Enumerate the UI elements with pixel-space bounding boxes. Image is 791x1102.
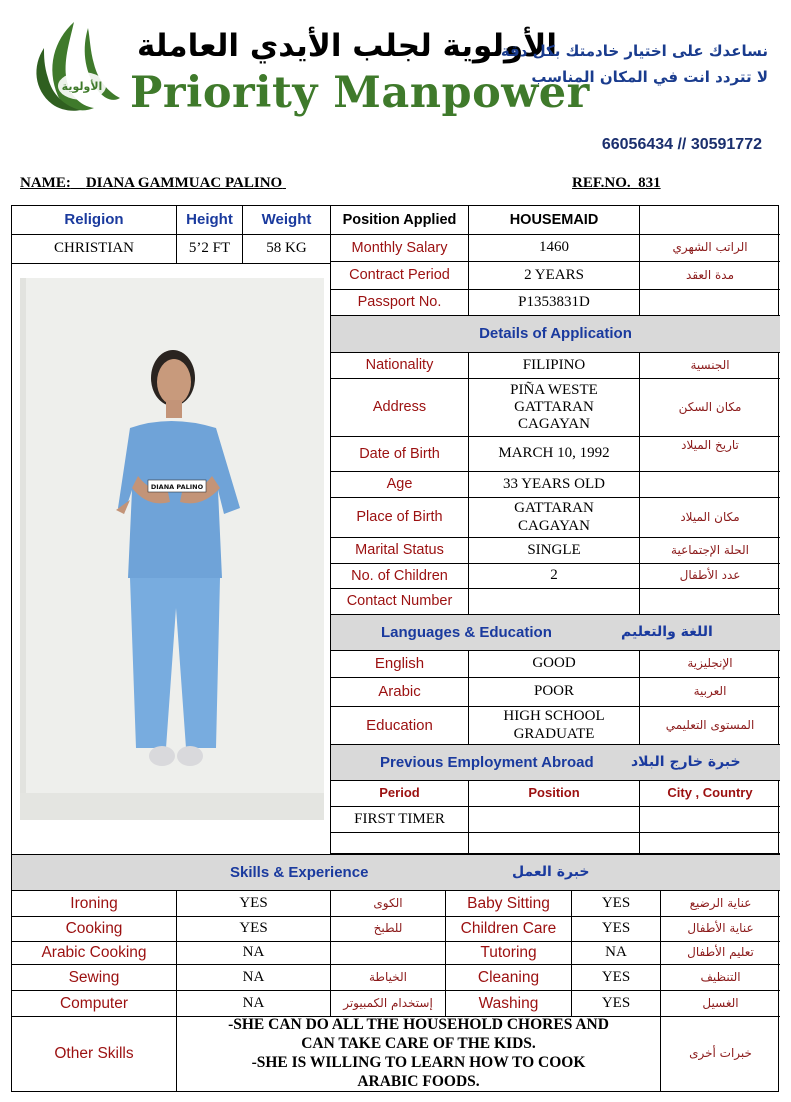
- languages-title-arabic: اللغة والتعليم: [621, 624, 713, 641]
- english-arabic: الإنجليزية: [640, 651, 780, 678]
- monthly-salary-arabic: الراتب الشهري: [640, 235, 780, 262]
- skill-arabic: التنظيف: [661, 965, 780, 991]
- passport-value: P1353831D: [469, 290, 640, 316]
- contract-period-label: Contract Period: [331, 262, 469, 290]
- pob-label: Place of Birth: [331, 498, 469, 538]
- dob-label: Date of Birth: [331, 437, 469, 472]
- skill-arabic: تعليم الأطفال: [661, 942, 780, 965]
- position-applied-arabic: [640, 206, 780, 235]
- details-section-header: Details of Application: [331, 316, 780, 353]
- skills-title: Skills & Experience: [230, 863, 369, 881]
- contact-value: [469, 589, 640, 615]
- company-name-arabic: الأولوية لجلب الأيدي العاملة: [136, 28, 558, 64]
- name-label: NAME:: [20, 175, 71, 191]
- country-column-header: City , Country: [640, 781, 780, 807]
- other-skills-line-2: CAN TAKE CARE OF THE KIDS.: [301, 1035, 536, 1053]
- contract-period-value: 2 YEARS: [469, 262, 640, 290]
- age-label: Age: [331, 472, 469, 498]
- other-skills-line-4: ARABIC FOODS.: [357, 1072, 480, 1090]
- address-line-1: PIÑA WESTE: [510, 381, 598, 398]
- contact-label: Contact Number: [331, 589, 469, 615]
- monthly-salary-label: Monthly Salary: [331, 235, 469, 262]
- skill-value: YES: [572, 991, 661, 1017]
- passport-arabic: [640, 290, 780, 316]
- skill-value: YES: [177, 917, 331, 942]
- period-column-header: Period: [331, 781, 469, 807]
- skill-label: Children Care: [446, 917, 572, 942]
- arabic-label: Arabic: [331, 678, 469, 707]
- skill-arabic: الخياطة: [331, 965, 446, 991]
- other-skills-line-3: -SHE IS WILLING TO LEARN HOW TO COOK: [251, 1054, 586, 1071]
- position-applied-label: Position Applied: [331, 206, 469, 235]
- age-value: 33 YEARS OLD: [469, 472, 640, 498]
- pob-arabic: مكان الميلاد: [640, 498, 780, 538]
- education-line-2: GRADUATE: [513, 725, 595, 742]
- skill-value: YES: [572, 891, 661, 917]
- children-value: 2: [469, 564, 640, 589]
- employment-section-header: [331, 745, 780, 781]
- marital-label: Marital Status: [331, 538, 469, 564]
- company-name-english: Priority Manpower: [130, 68, 590, 118]
- height-value: 5’2 FT: [177, 235, 243, 264]
- employment-title: Previous Employment Abroad: [380, 753, 594, 771]
- children-label: No. of Children: [331, 564, 469, 589]
- education-arabic: المستوى التعليمي: [640, 707, 780, 745]
- languages-title: Languages & Education: [381, 623, 552, 641]
- education-line-1: HIGH SCHOOL: [503, 708, 605, 725]
- pob-line-2: CAGAYAN: [518, 517, 590, 534]
- marital-arabic: الحلة الإجتماعية: [640, 538, 780, 564]
- nationality-value: FILIPINO: [469, 353, 640, 379]
- employment-title-arabic: خبرة خارج البلاد: [631, 754, 741, 771]
- marital-value: SINGLE: [469, 538, 640, 564]
- skill-arabic: الكوى: [331, 891, 446, 917]
- religion-value: CHRISTIAN: [12, 235, 177, 264]
- religion-header: Religion: [12, 206, 177, 235]
- pob-line-1: GATTARAN: [514, 500, 594, 517]
- other-skills-label: Other Skills: [12, 1017, 177, 1091]
- skill-arabic: [331, 942, 446, 965]
- skills-title-arabic: خبرة العمل: [512, 864, 590, 881]
- address-line-2: GATTARAN: [514, 398, 594, 415]
- dob-arabic: تاريخ الميلاد: [640, 437, 780, 472]
- candidate-name: DIANA GAMMUAC PALINO: [85, 175, 283, 191]
- skill-label: Sewing: [12, 965, 177, 991]
- education-label: Education: [331, 707, 469, 745]
- candidate-name-line: [20, 175, 286, 192]
- address-label: Address: [331, 379, 469, 437]
- reference-number-line: [572, 175, 661, 192]
- employment-row-1-country: [640, 807, 780, 833]
- skills-section-header: [12, 854, 780, 891]
- skill-label: Ironing: [12, 891, 177, 917]
- position-column-header: Position: [469, 781, 640, 807]
- skill-value: NA: [177, 991, 331, 1017]
- position-applied-value: HOUSEMAID: [469, 206, 640, 235]
- english-value: GOOD: [469, 651, 640, 678]
- employment-row-1-period: FIRST TIMER: [331, 807, 469, 833]
- arabic-arabic: العربية: [640, 678, 780, 707]
- employment-row-2-country: [640, 833, 780, 854]
- contact-arabic: [640, 589, 780, 615]
- skill-value: NA: [572, 942, 661, 965]
- other-skills-value: [177, 1017, 661, 1091]
- passport-label: Passport No.: [331, 290, 469, 316]
- children-arabic: عدد الأطفال: [640, 564, 780, 589]
- skill-label: Cooking: [12, 917, 177, 942]
- address-arabic: مكان السكن: [640, 379, 780, 437]
- skill-arabic: عناية الرضيع: [661, 891, 780, 917]
- skill-label: Tutoring: [446, 942, 572, 965]
- ref-label: REF.NO.: [572, 175, 631, 191]
- nationality-arabic: الجنسية: [640, 353, 780, 379]
- arabic-value: POOR: [469, 678, 640, 707]
- address-line-3: CAGAYAN: [518, 416, 590, 433]
- weight-header: Weight: [243, 206, 331, 235]
- employment-row-2-period: [331, 833, 469, 854]
- skill-label: Baby Sitting: [446, 891, 572, 917]
- other-skills-arabic: خبرات أخرى: [689, 1046, 752, 1061]
- english-label: English: [331, 651, 469, 678]
- employment-row-2-position: [469, 833, 640, 854]
- weight-value: 58 KG: [243, 235, 331, 264]
- skill-label: Washing: [446, 991, 572, 1017]
- skill-value: YES: [572, 965, 661, 991]
- skill-arabic: إستخدام الكمبيوتر: [331, 991, 446, 1017]
- skill-label: Computer: [12, 991, 177, 1017]
- nationality-label: Nationality: [331, 353, 469, 379]
- skill-value: NA: [177, 965, 331, 991]
- skill-value: NA: [177, 942, 331, 965]
- skill-label: Arabic Cooking: [12, 942, 177, 965]
- skill-label: Cleaning: [446, 965, 572, 991]
- monthly-salary-value: 1460: [469, 235, 640, 262]
- ref-number: 831: [638, 175, 661, 191]
- age-arabic: [640, 472, 780, 498]
- address-value: [469, 379, 640, 437]
- other-skills-line-1: -SHE CAN DO ALL THE HOUSEHOLD CHORES AND: [228, 1017, 609, 1034]
- photo-name-badge: DIANA PALINO: [150, 483, 204, 491]
- contract-period-arabic: مدة العقد: [640, 262, 780, 290]
- skill-arabic: عناية الأطفال: [661, 917, 780, 942]
- pob-value: [469, 498, 640, 538]
- phone-numbers: 66056434 // 30591772: [601, 136, 762, 153]
- application-sheet: [11, 205, 779, 1092]
- height-header: Height: [177, 206, 243, 235]
- education-value: [469, 707, 640, 745]
- skill-value: YES: [572, 917, 661, 942]
- slogan-line-1: نساعدك على اختيار خادمتك بكل دقة: [500, 42, 768, 60]
- candidate-photo-image: [20, 278, 324, 820]
- slogan-line-2: لا تتردد انت في المكان المناسب: [531, 68, 768, 86]
- skill-value: YES: [177, 891, 331, 917]
- skill-arabic: للطبخ: [331, 917, 446, 942]
- leaf-emblem-icon: [24, 18, 124, 118]
- company-logo: [20, 18, 590, 118]
- languages-section-header: [331, 615, 780, 651]
- logo-mark-text: الأولوية: [61, 80, 103, 93]
- dob-value: MARCH 10, 1992: [469, 437, 640, 472]
- skill-arabic: الغسيل: [661, 991, 780, 1017]
- employment-row-1-position: [469, 807, 640, 833]
- candidate-photo: [20, 278, 324, 820]
